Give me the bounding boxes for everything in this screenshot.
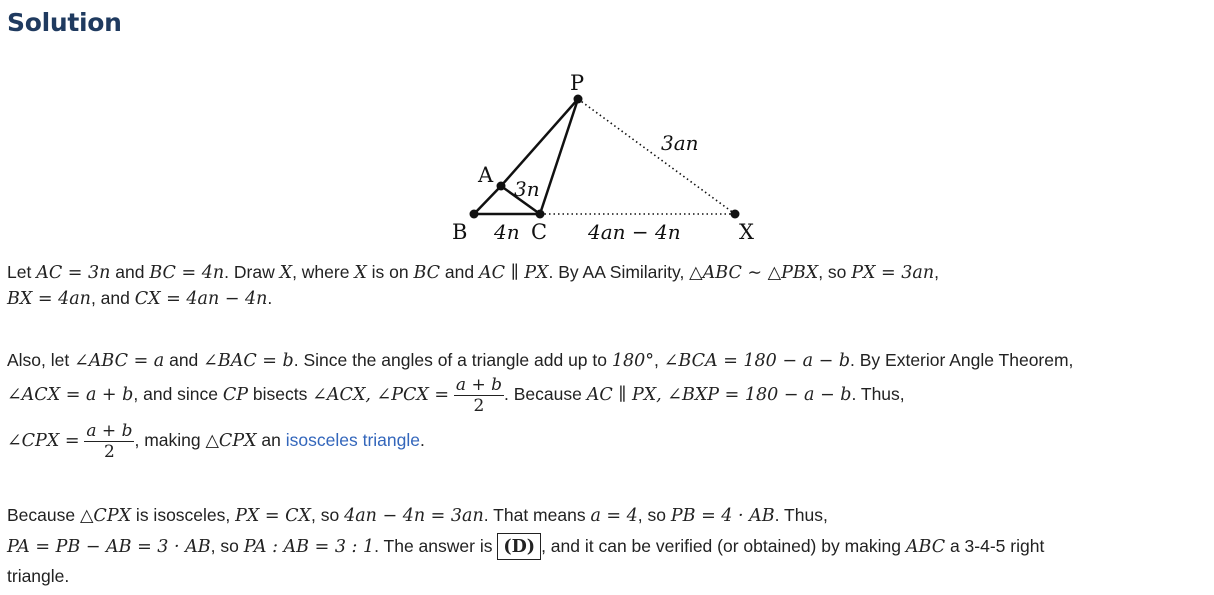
label-bc-length: 4n xyxy=(494,220,520,244)
paragraph-1-line-1: Let AC = 3n and BC = 4n. Draw X, where X is on BC and AC ∥ PX. By AA Similarity, △ABC ∼ △PBX, so PX = 3an, xyxy=(7,262,940,283)
paragraph-3-line-3: triangle. xyxy=(7,566,70,586)
isosceles-triangle-link[interactable]: isosceles triangle xyxy=(285,430,420,451)
point-x xyxy=(731,210,740,219)
solution-heading: Solution xyxy=(7,8,122,37)
label-a: A xyxy=(478,163,494,187)
label-p: P xyxy=(570,71,585,95)
label-b: B xyxy=(452,220,468,244)
segment-pc xyxy=(540,99,578,214)
label-x: X xyxy=(739,220,754,244)
geometry-figure xyxy=(440,68,780,248)
segment-px-dotted xyxy=(578,99,735,214)
paragraph-2-line-1: Also, let ∠ABC = a and ∠BAC = b. Since the angles of a triangle add up to 180°, ∠BCA = 180 − a − b. By Exterior Angle Theorem, xyxy=(7,350,1074,371)
answer-box: (D) xyxy=(497,533,541,560)
point-b xyxy=(470,210,479,219)
paragraph-3-line-2: PA = PB − AB = 3 · AB, so PA : AB = 3 : 1. The answer is (D) , and it can be verified (or obtained) by making ABC a 3-4-5 right xyxy=(7,533,1044,560)
label-ac-length: 3n xyxy=(514,177,540,201)
segment-ab xyxy=(474,186,501,214)
paragraph-2-line-3: ∠CPX = $\frac{a + b}{2}$ , making △CPX an isosceles triangle. xyxy=(7,421,425,462)
label-cx-length: 4an − 4n xyxy=(588,220,681,244)
label-px-length: 3an xyxy=(661,131,699,155)
paragraph-3-line-1: Because △CPX is isosceles, PX = CX, so 4an − 4n = 3an. That means a = 4, so PB = 4 · AB. Thus, xyxy=(7,505,828,526)
label-c: C xyxy=(531,220,548,244)
fraction-a-plus-b-over-2: $\frac{a + b}{2}$ xyxy=(455,375,502,416)
paragraph-1-line-2: BX = 4an, and CX = 4an − 4n. xyxy=(7,288,273,309)
point-c xyxy=(536,210,545,219)
point-a xyxy=(497,182,506,191)
fraction-cpx: $\frac{a + b}{2}$ xyxy=(86,421,133,462)
point-p xyxy=(574,95,583,104)
segment-pa xyxy=(501,99,578,186)
paragraph-2-line-2: ∠ACX = a + b, and since CP bisects ∠ACX, ∠PCX = $\frac{a + b}{2}$ . Because AC ∥ PX, ∠BXP = 180 − a − b. Thus, xyxy=(7,375,905,416)
